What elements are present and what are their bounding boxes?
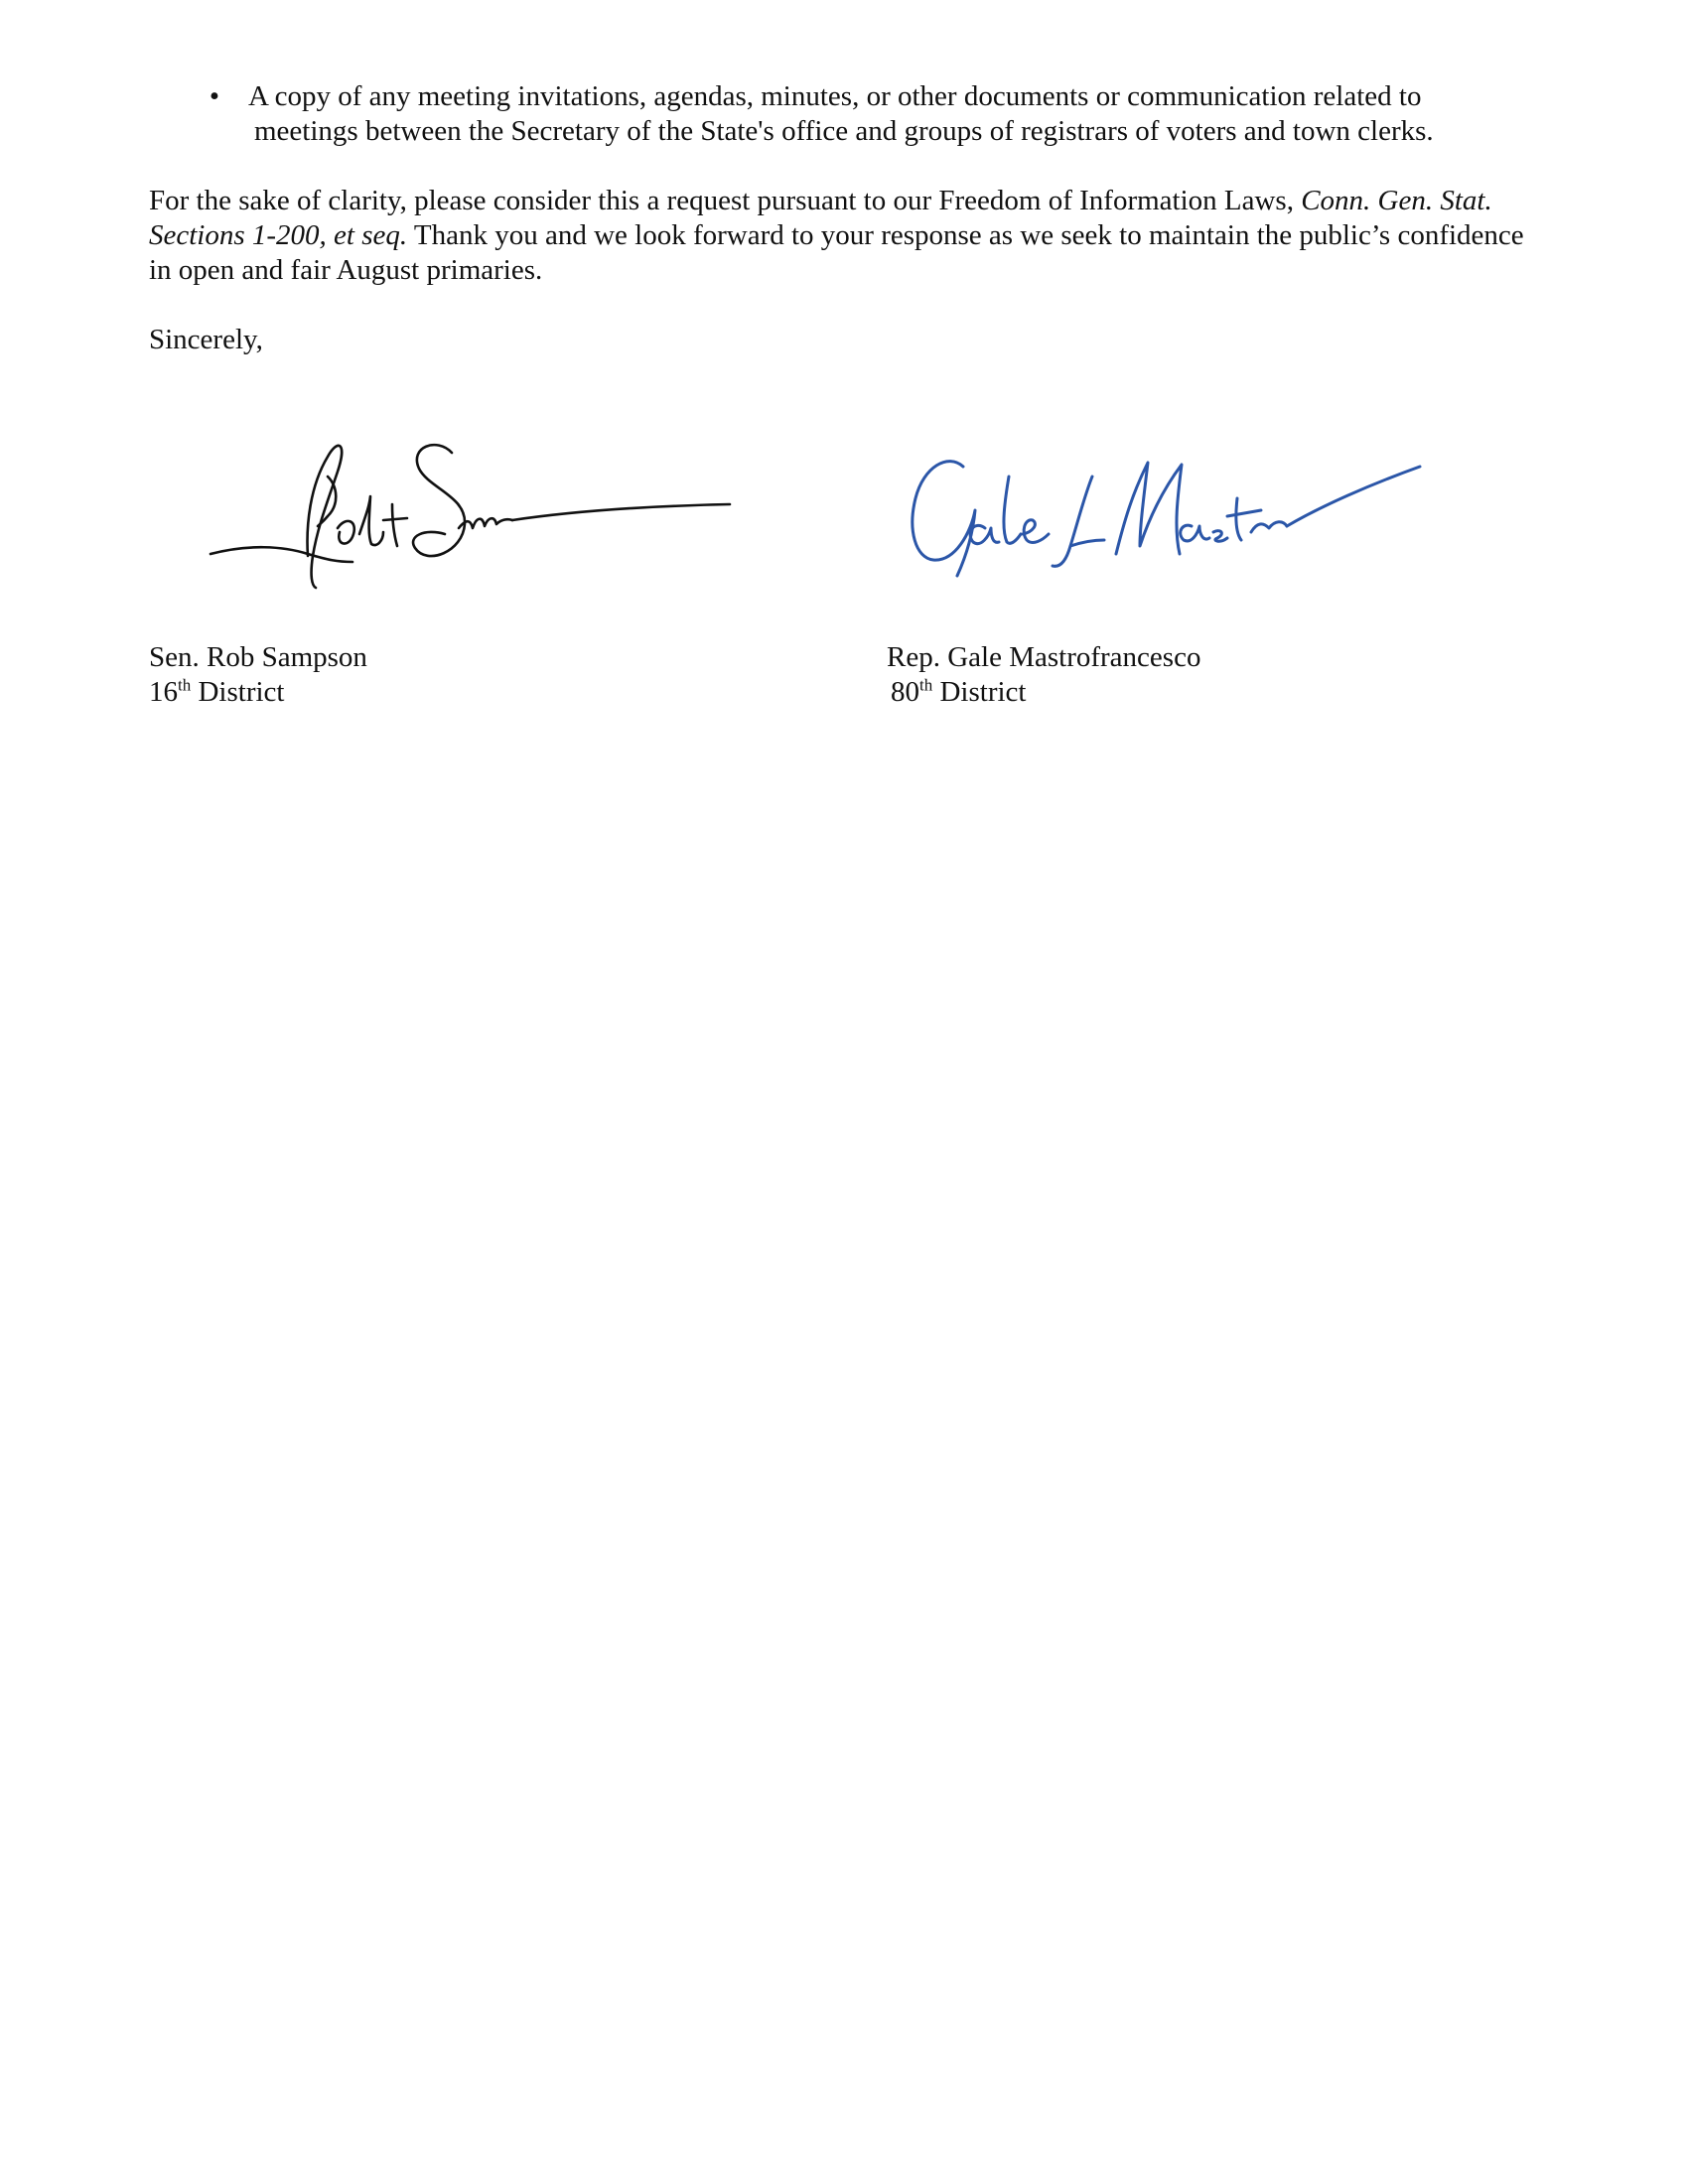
signer-block-sampson — [149, 640, 367, 710]
signer-name: Sen. Rob Sampson — [149, 641, 367, 673]
bullet-line-2: meetings between the Secretary of the State's office and groups of registrars of voters and town clerks. — [254, 115, 1434, 147]
signature-sampson — [189, 417, 745, 615]
bullet-list-item — [248, 79, 1549, 149]
signer-district: 80th District — [891, 675, 1027, 708]
bullet-symbol: • — [209, 80, 220, 112]
paragraph-text-2: Thank you and we look forward to your response as we seek to maintain the public’s confidence in open and fair August primaries. — [149, 219, 1524, 286]
signer-block-mastrofrancesco — [887, 640, 1200, 710]
signer-name: Rep. Gale Mastrofrancesco — [887, 641, 1201, 673]
closing-salutation: Sincerely, — [149, 324, 263, 355]
bullet-line-1: A copy of any meeting invitations, agendas, minutes, or other documents or communication related to — [248, 80, 1422, 112]
request-paragraph — [149, 184, 1539, 288]
statute-citation: Conn. Gen. Stat. Sections 1-200, et seq. — [149, 185, 1492, 251]
signature-mastrofrancesco — [894, 437, 1430, 596]
paragraph-text-1: For the sake of clarity, please consider this a request pursuant to our Freedom of Information Laws, — [149, 185, 1302, 216]
signer-district: 16th District — [149, 675, 285, 708]
